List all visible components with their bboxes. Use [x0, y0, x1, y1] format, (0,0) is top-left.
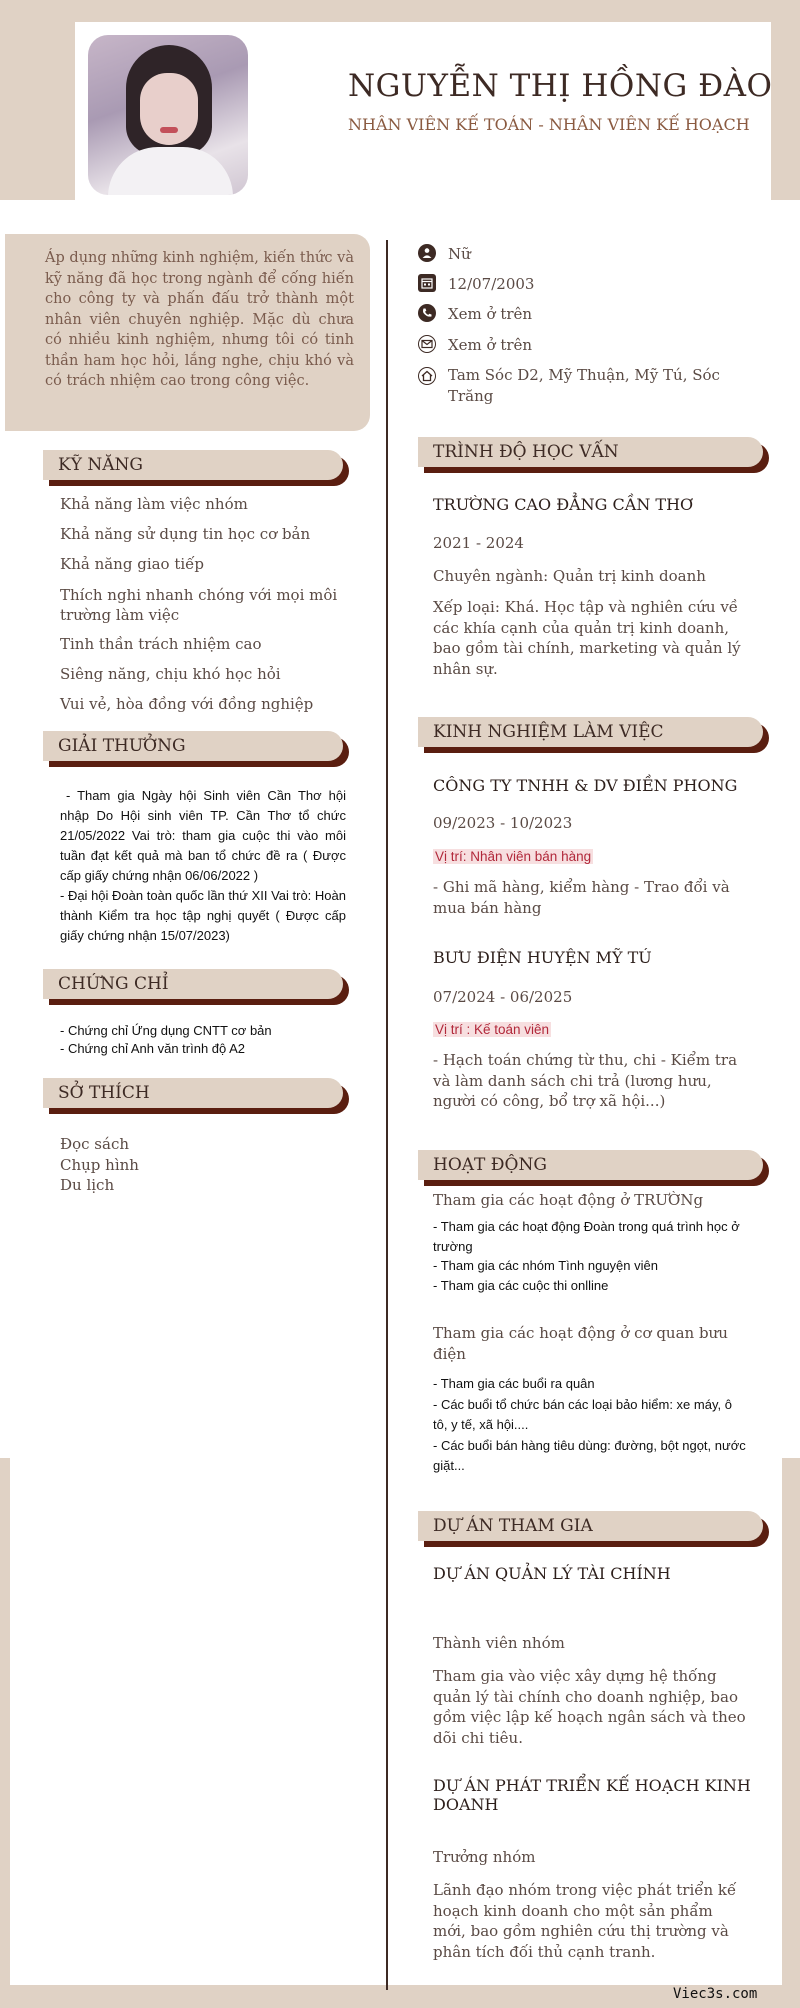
certificates-section-header: CHỨNG CHỈ	[43, 969, 343, 999]
education-description: Xếp loại: Khá. Học tập và nghiên cứu về các khía cạnh của quản trị kinh doanh, bao gồm tài chính, marketing và quản lý nhân sự.	[433, 598, 741, 678]
career-objective: Áp dụng những kinh nghiệm, kiến thức và kỹ năng đã học trong ngành để cống hiến cho công ty và phấn đấu trở thành một nhân viên chuyên nghiệp. Mặc dù chưa có nhiều kinh nghiệm, nhưng tôi có tinh thần ham học hỏi, lắng nghe, chịu khó và có trách nhiệm cao trong công việc.	[5, 234, 370, 431]
calendar-icon	[418, 274, 436, 292]
home-icon	[418, 367, 436, 385]
hobby-item: Chụp hình	[60, 1155, 139, 1174]
project-name: DỰ ÁN QUẢN LÝ TÀI CHÍNH	[433, 1564, 671, 1583]
skill-item: Vui vẻ, hòa đồng với đồng nghiệp	[60, 695, 314, 713]
activity-group-list: - Tham gia các hoạt động Đoàn trong quá trình học ở trường - Tham gia các nhóm Tình nguyện viên - Tham gia các cuộc thi onlline	[433, 1219, 740, 1293]
education-section-header: TRÌNH ĐỘ HỌC VẤN	[418, 437, 763, 467]
contact-birthday: 12/07/2003	[418, 274, 778, 304]
education-major: Chuyên ngành: Quản trị kinh doanh	[433, 567, 706, 585]
contact-phone: Xem ở trên	[418, 304, 778, 335]
education-period: 2021 - 2024	[433, 534, 524, 552]
experience-position: Vị trí: Nhân viên bán hàng	[435, 849, 592, 864]
mail-icon	[418, 335, 436, 353]
experience-company: BƯU ĐIỆN HUYỆN MỸ TÚ	[433, 948, 652, 967]
experience-period: 07/2024 - 06/2025	[433, 988, 573, 1006]
experience-section-header: KINH NGHIỆM LÀM VIỆC	[418, 717, 763, 747]
activity-group-heading: Tham gia các hoạt động ở cơ quan bưu điện	[433, 1324, 728, 1363]
avatar	[88, 35, 248, 195]
experience-description: - Ghi mã hàng, kiểm hàng - Trao đổi và mua bán hàng	[433, 878, 730, 917]
project-role: Trưởng nhóm	[433, 1848, 536, 1866]
experience-position: Vị trí : Kế toán viên	[435, 1022, 550, 1037]
award-item: - Đại hội Đoàn toàn quốc lần thứ XII Vai trò: Hoàn thành Kiểm tra học tập nghị quyết ( Được cấp giấy chứng nhận 15/07/2023)	[60, 888, 346, 943]
activities-section-header: HOẠT ĐỘNG	[418, 1150, 763, 1180]
awards-section-header: GIẢI THƯỞNG	[43, 731, 343, 761]
projects-section-header: DỰ ÁN THAM GIA	[418, 1511, 763, 1541]
hobbies-section-header: SỞ THÍCH	[43, 1078, 343, 1108]
award-item: - Tham gia Ngày hội Sinh viên Cần Thơ hội nhập Do Hội sinh viên TP. Cần Thơ tổ chức 21/05/2022 Vai trò: tham gia cuộc thi vào môi tuần đạt kết quả mà ban tổ chức đề ra ( Được cấp giấy chứng nhận 06/06/2022 )	[60, 788, 346, 883]
contact-list	[418, 244, 778, 406]
hobbies-list	[60, 1134, 139, 1196]
skill-item: Thích nghi nhanh chóng với mọi môi trường làm việc	[60, 586, 338, 624]
education-school: TRƯỜNG CAO ĐẲNG CẦN THƠ	[433, 495, 694, 514]
right-border-strip	[782, 1458, 800, 1998]
left-border-strip	[0, 1458, 10, 1998]
experience-company: CÔNG TY TNHH & DV ĐIỀN PHONG	[433, 776, 738, 795]
candidate-role: NHÂN VIÊN KẾ TOÁN - NHÂN VIÊN KẾ HOẠCH	[348, 115, 750, 134]
awards-list	[60, 786, 346, 946]
contact-address: Tam Sóc D2, Mỹ Thuận, Mỹ Tú, Sóc Trăng	[418, 365, 778, 406]
footer-brand[interactable]: Viec3s.com	[673, 1986, 758, 2002]
skills-section-header: KỸ NĂNG	[43, 450, 343, 480]
hobby-item: Du lịch	[60, 1176, 115, 1194]
person-icon	[418, 244, 436, 262]
certificates-list	[60, 1022, 346, 1058]
hobby-item: Đọc sách	[60, 1135, 130, 1153]
experience-period: 09/2023 - 10/2023	[433, 814, 573, 832]
skill-item: Khả năng giao tiếp	[60, 555, 205, 573]
certificate-item: - Chứng chỉ Anh văn trình độ A2	[60, 1041, 246, 1056]
skill-item: Siêng năng, chịu khó học hỏi	[60, 665, 281, 683]
contact-gender: Nữ	[418, 244, 778, 274]
project-description: Lãnh đạo nhóm trong việc phát triển kế hoạch kinh doanh cho một sản phẩm mới, bao gồm nghiên cứu thị trường và phân tích đối thủ cạnh tranh.	[433, 1881, 737, 1961]
certificate-item: - Chứng chỉ Ứng dụng CNTT cơ bản	[60, 1023, 272, 1038]
project-name: DỰ ÁN PHÁT TRIỂN KẾ HOẠCH KINH DOANH	[433, 1776, 751, 1814]
candidate-name: NGUYỄN THỊ HỒNG ĐÀO	[348, 68, 773, 104]
activity-group-heading: Tham gia các hoạt động ở TRƯỜNg	[433, 1191, 704, 1209]
skill-item: Khả năng làm việc nhóm	[60, 495, 248, 513]
skill-item: Tinh thần trách nhiệm cao	[60, 635, 262, 653]
column-divider	[386, 240, 388, 1990]
skills-list	[60, 495, 350, 725]
skill-item: Khả năng sử dụng tin học cơ bản	[60, 525, 311, 543]
experience-description: - Hạch toán chứng từ thu, chi - Kiểm tra và làm danh sách chi trả (lương hưu, người có công, bổ trợ xã hội...)	[433, 1051, 738, 1110]
project-description: Tham gia vào việc xây dựng hệ thống quản lý tài chính cho doanh nghiệp, bao gồm việc lập kế hoạch ngân sách và theo dõi chi tiêu.	[433, 1667, 746, 1747]
contact-email: Xem ở trên	[418, 335, 778, 365]
project-role: Thành viên nhóm	[433, 1634, 565, 1652]
phone-icon	[418, 304, 436, 322]
activity-group-list: - Tham gia các buổi ra quân - Các buổi tổ chức bán các loại bảo hiểm: xe máy, ô tô, y tế, xã hội.... - Các buổi bán hàng tiêu dùng: đường, bột ngọt, nước giặt...	[433, 1376, 746, 1473]
